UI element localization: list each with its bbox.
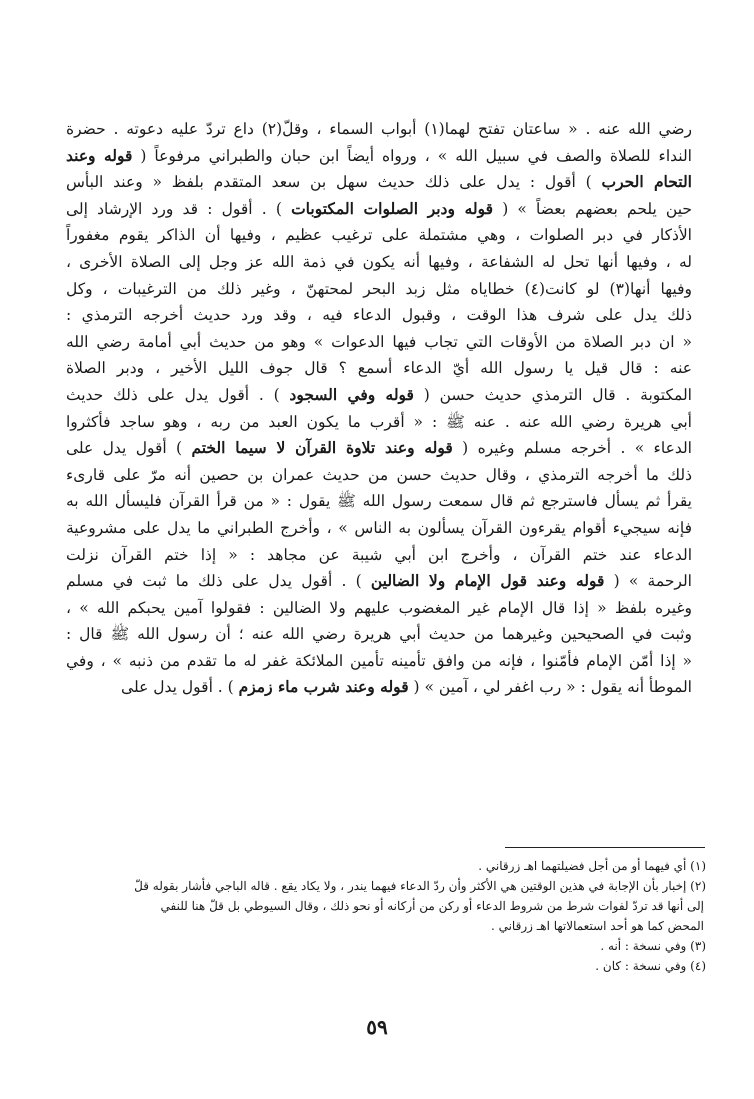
bold-heading-phrase: قوله وعند [66, 145, 133, 165]
text-segment: ) . أقول يدل على [121, 678, 239, 697]
body-line [66, 462, 692, 489]
body-line [66, 382, 692, 409]
body-line [66, 409, 692, 436]
body-line [66, 116, 692, 143]
body-line [66, 621, 692, 648]
bold-heading-phrase: التحام الحرب [601, 172, 692, 192]
footnote-line: (٣) وفي نسخة : أنه . [600, 939, 706, 953]
body-line [66, 143, 692, 170]
body-line [66, 568, 692, 595]
body-line [66, 515, 692, 542]
footnote-line: المحض كما هو أحد استعمالاتها اهـ زرقاني . [490, 919, 704, 933]
body-line [66, 249, 692, 276]
footnote-line: (٤) وفي نسخة : كان . [595, 959, 706, 973]
text-segment: رضي الله عنه . « ساعتان تفتح لهما(١) أبواب السماء ، وقلّ(٢) داع تردّ عليه دعوته . حضرة [66, 120, 693, 138]
text-segment: وثبت في الصحيحين وغيرهما من حديث أبي هريرة رضي الله عنه ؛ أن رسول الله ﷺ قال : [66, 625, 692, 644]
text-segment: الرحمة » ( [604, 572, 692, 591]
text-segment: حين يلحم بعضهم بعضاً » ( [493, 199, 692, 218]
body-line [66, 302, 692, 329]
footnote-separator [505, 847, 705, 848]
body-text [66, 116, 692, 701]
text-segment: « ان دبر الصلاة من الأوقات التي تجاب فيها الدعوات » وهو من حديث أبي أمامة رضي الله [66, 332, 692, 351]
footnotes [66, 856, 706, 976]
footnote-line: إلى أنها قد تردّ لفوات شرط من شروط الدعاء أو ركن من أركانه أو نحو ذلك ، وقال السيوطي بل قلّ هنا للنفي [160, 899, 704, 913]
page-number: ٥٩ [366, 1015, 388, 1039]
text-segment: له ، وفيها أنها تحل له الشفاعة ، وفيها أنه يكون في ذمة الله عز وجل إلى الصلاة الأخرى ، [66, 252, 692, 271]
text-segment: وفيها أنها(٣) لو كانت(٤) خطاياه مثل زبد البحر لمحتهنّ ، وغير ذلك من الترغيبات ، وكل [66, 279, 692, 298]
body-line [66, 595, 692, 622]
text-segment: يقرأ ثم يسأل فاسترجع ثم قال سمعت رسول الله ﷺ يقول : « من قرأ القرآن فليسأل الله به [66, 492, 692, 511]
text-segment: ) أقول يدل على [66, 439, 192, 458]
text-segment: المكتوبة . قال الترمذي حديث حسن ( [413, 385, 692, 404]
bold-heading-phrase: قوله وفي السجود [289, 384, 414, 404]
text-segment: الموطأ أنه يقول : « رب اغفر لي ، آمين » ( [408, 678, 692, 697]
footnote-line: (١) أي فيهما أو من أجل فضيلتهما اهـ زرقاني . [478, 859, 706, 873]
text-segment: الدعاء » . أخرجه مسلم وغيره ( [452, 439, 692, 458]
text-segment: النداء للصلاة والصف في سبيل الله » ، ورواه أيضاً ابن حبان والطبراني مرفوعاً ( [132, 146, 692, 165]
body-line [66, 222, 692, 249]
body-line [66, 674, 692, 701]
bold-heading-phrase: قوله وعند قول الإمام ولا الضالين [370, 571, 605, 591]
bold-heading-phrase: قوله وعند تلاوة القرآن لا سيما الختم [191, 438, 453, 458]
text-segment: الأذكار في دبر الصلوات ، وهي مشتملة على ترغيب عظيم ، وفيها أن الذاكر يقوم مغفوراً [66, 226, 692, 245]
body-line [66, 488, 692, 515]
body-line [66, 169, 692, 196]
text-segment: عنه : قال قيل يا رسول الله أيّ الدعاء أسمع ؟ قال جوف الليل الأخير ، ودبر الصلاة [66, 359, 692, 378]
text-segment: ) . أقول : قد ورد الإرشاد إلى [66, 199, 292, 218]
text-segment: الدعاء عند ختم القرآن ، وأخرج ابن أبي شيبة عن مجاهد : « إذا ختم القرآن نزلت [66, 545, 692, 564]
body-line [66, 648, 692, 675]
text-segment: فإنه سيجيء أقوام يقرءون القرآن يسألون به الناس » ، وأخرج الطبراني ما يدل على مشروعية [66, 518, 692, 537]
body-line [66, 329, 692, 356]
body-line [66, 355, 692, 382]
text-segment: ذلك يدل على شرف هذا الوقت ، وقبول الدعاء فيه ، وقد ورد حديث أخرجه الترمذي : [66, 306, 692, 325]
text-segment: وغيره بلفظ « إذا قال الإمام غير المغضوب عليهم ولا الضالين : فقولوا آمين يحبكم الله » ، [66, 598, 692, 617]
body-line [66, 542, 692, 569]
text-segment: « إذا أمّن الإمام فأمّنوا ، فإنه من وافق تأمينه تأمين الملائكة غفر له ما تقدم من ذنبه » ، وفي [66, 651, 692, 670]
text-segment: ) أقول : يدل على ذلك حديث سهل بن سعد المتقدم بلفظ « وعند البأس [66, 173, 602, 192]
bold-heading-phrase: قوله ودبر الصلوات المكتوبات [291, 198, 494, 218]
text-segment: أبي هريرة رضي الله عنه . عنه ﷺ : « أقرب ما يكون العبد من ربه ، وهو ساجد فأكثروا [66, 412, 692, 431]
text-segment: ) . أقول يدل على ذلك ما ثبت في مسلم [66, 572, 371, 591]
footnote-line: (٢) إخبار بأن الإجابة في هذين الوقتين هي الأكثر وأن ردّ الدعاء فيهما يندر ، ولا يكاد يقع . قاله الباجي فأشار بقوله قلّ [134, 879, 706, 893]
body-line [66, 435, 692, 462]
bold-heading-phrase: قوله وعند شرب ماء زمزم [238, 677, 409, 697]
body-line [66, 196, 692, 223]
text-segment: ذلك ما أخرجه الترمذي ، وقال حديث حسن من حديث عمران بن حصين أنه مرّ على قارىء [66, 465, 692, 484]
body-line [66, 276, 692, 303]
text-segment: ) . أقول يدل على ذلك حديث [66, 385, 290, 404]
